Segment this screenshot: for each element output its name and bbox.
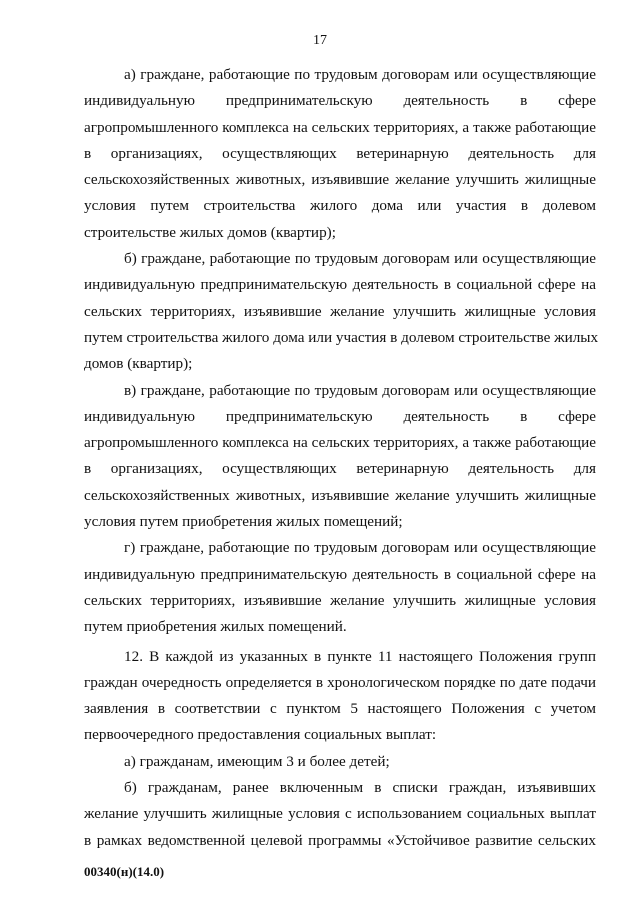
document-body bbox=[84, 62, 599, 854]
text-line: индивидуальную предпринимательскую деятельность в социальной сфере на bbox=[84, 565, 596, 583]
text-line: сельских территориях, изъявившие желание улучшить жилищные условия bbox=[84, 302, 596, 320]
paragraph-g bbox=[84, 535, 596, 640]
text-line: б) граждане, работающие по трудовым договорам или осуществляющие bbox=[124, 250, 596, 268]
text-line: а) граждане, работающие по трудовым договорам или осуществляющие bbox=[124, 66, 596, 83]
text-line: условия путем строительства жилого дома или участия в долевом bbox=[84, 197, 596, 215]
text-line: сельскохозяйственных животных, изъявившие желание улучшить жилищные bbox=[84, 486, 596, 504]
text-line: условия путем приобретения жилых помещений; bbox=[84, 513, 403, 531]
text-line: 12. В каждой из указанных в пункте 11 настоящего Положения групп bbox=[124, 647, 596, 665]
page-number: 17 bbox=[313, 33, 327, 48]
text-line: в рамках ведомственной целевой программы «Устойчивое развитие сельских bbox=[84, 831, 596, 849]
text-line: агропромышленного комплекса на сельских территориях, а также работающие bbox=[84, 434, 596, 452]
paragraph-12-a bbox=[84, 749, 596, 775]
text-line: путем приобретения жилых помещений. bbox=[84, 618, 347, 636]
text-line: первоочередного предоставления социальных выплат: bbox=[84, 726, 437, 744]
text-line: б) гражданам, ранее включенным в списки граждан, изъявивших bbox=[124, 779, 596, 797]
text-line: желание улучшить жилищные условия с использованием социальных выплат bbox=[84, 805, 596, 823]
text-line: граждан очередность определяется в хронологическом порядке по дате подачи bbox=[84, 673, 596, 691]
document-code: 00340(н)(14.0) bbox=[84, 864, 165, 879]
text-line: индивидуальную предпринимательскую деятельность в сфере bbox=[84, 407, 596, 425]
text-line: агропромышленного комплекса на сельских территориях, а также работающие bbox=[84, 118, 596, 136]
paragraph-12 bbox=[84, 644, 596, 749]
text-line: индивидуальную предпринимательскую деятельность в сфере bbox=[84, 92, 596, 110]
text-line: сельских территориях, изъявившие желание улучшить жилищные условия bbox=[84, 591, 596, 609]
text-line: в организациях, осуществляющих ветеринарную деятельность для bbox=[84, 460, 596, 478]
text-line: в) граждане, работающие по трудовым договорам или осуществляющие bbox=[124, 381, 596, 399]
text-line: строительстве жилых домов (квартир); bbox=[84, 223, 336, 241]
text-line: а) гражданам, имеющим 3 и более детей; bbox=[124, 752, 390, 770]
text-line: индивидуальную предпринимательскую деятельность в социальной сфере на bbox=[84, 276, 596, 294]
paragraph-b bbox=[84, 246, 599, 377]
paragraph-a bbox=[84, 62, 596, 246]
text-line: г) граждане, работающие по трудовым договорам или осуществляющие bbox=[124, 539, 596, 557]
paragraph-v bbox=[84, 378, 596, 536]
text-line: в организациях, осуществляющих ветеринарную деятельность для bbox=[84, 144, 596, 162]
text-line: домов (квартир); bbox=[84, 355, 193, 373]
text-line: сельскохозяйственных животных, изъявившие желание улучшить жилищные bbox=[84, 171, 596, 189]
text-line: путем строительства жилого дома или участия в долевом строительстве жилых bbox=[84, 328, 599, 346]
text-line: заявления в соответствии с пунктом 5 настоящего Положения с учетом bbox=[84, 700, 596, 718]
paragraph-12-b bbox=[84, 775, 596, 854]
